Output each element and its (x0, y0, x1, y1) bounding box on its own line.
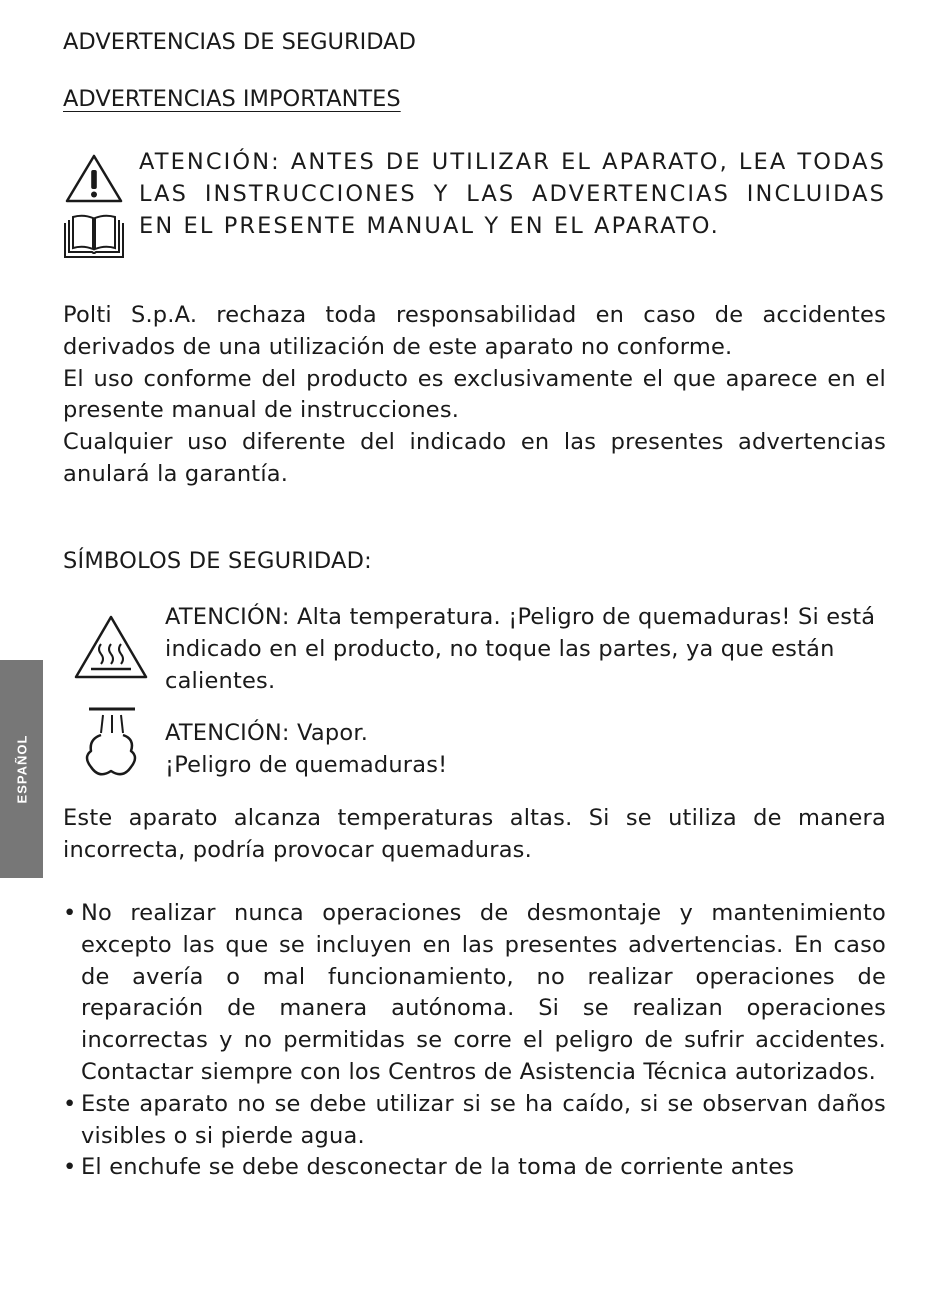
paragraph: Polti S.p.A. rechaza toda responsabilidad en caso de accidentes derivados de una utilización de este aparato no conforme. (63, 302, 886, 360)
steam-text-line: ¡Peligro de quemaduras! (165, 751, 448, 778)
paragraph: El uso conforme del producto es exclusivamente el que aparece en el presente manual de instrucciones. (63, 365, 886, 424)
list-item (63, 1152, 886, 1184)
temperature-paragraph: Este aparato alcanza temperaturas altas. Si se utiliza de manera incorrecta, podría provocar quemaduras. (63, 805, 886, 863)
page-title: ADVERTENCIAS DE SEGURIDAD (63, 29, 416, 55)
section-subtitle: ADVERTENCIAS IMPORTANTES (63, 86, 401, 112)
intro-text (63, 300, 886, 491)
bullet-marker: • (63, 1154, 77, 1181)
symbol-steam (63, 705, 886, 793)
steam-text-line: ATENCIÓN: Vapor. (165, 720, 369, 746)
list-item-text: Este aparato no se debe utilizar si se ha caído, si se observan daños visibles o si pierde agua. (81, 1090, 886, 1149)
steam-text (165, 718, 886, 782)
list-item (63, 1089, 886, 1153)
list-item-text: No realizar nunca operaciones de desmontaje y mantenimiento excepto las que se incluyen en las presentes advertencias. En caso de avería o mal funcionamiento, no realizar operaciones de reparación de manera autónoma. Si se realizan operaciones incorrectas y no permitidas se corre el peligro de sufrir accidentes. Contactar siempre con los Centros de Asistencia Técnica autorizados. (81, 900, 886, 1085)
language-tab-label: ESPAÑOL (14, 734, 29, 804)
hot-surface-warning-icon (73, 614, 149, 680)
hot-surface-text: ATENCIÓN: Alta temperatura. ¡Peligro de quemaduras! Si está indicado en el producto, no toque las partes, ya que están calientes. (165, 604, 876, 694)
important-warning (63, 147, 886, 277)
steam-icon (81, 705, 143, 781)
list-item (63, 898, 886, 1089)
warning-icons (63, 153, 129, 260)
bullet-marker: • (63, 900, 77, 926)
language-tab (0, 660, 43, 878)
bullet-marker: • (63, 1090, 77, 1117)
warning-triangle-icon (65, 153, 123, 203)
bullet-list (63, 898, 886, 1184)
list-item-text: El enchufe se debe desconectar de la toma de corriente antes (81, 1154, 795, 1181)
symbols-title: SÍMBOLOS DE SEGURIDAD: (63, 548, 372, 574)
manual-book-icon (63, 212, 125, 260)
warning-text: ATENCIÓN: ANTES DE UTILIZAR EL APARATO, LEA TODAS LAS INSTRUCCIONES Y LAS ADVERTENCIAS INCLUIDAS EN EL PRESENTE MANUAL Y EN EL APARATO. (139, 149, 886, 239)
symbol-hot-surface (63, 602, 886, 700)
paragraph: Cualquier uso diferente del indicado en las presentes advertencias anulará la garantía. (63, 429, 886, 487)
